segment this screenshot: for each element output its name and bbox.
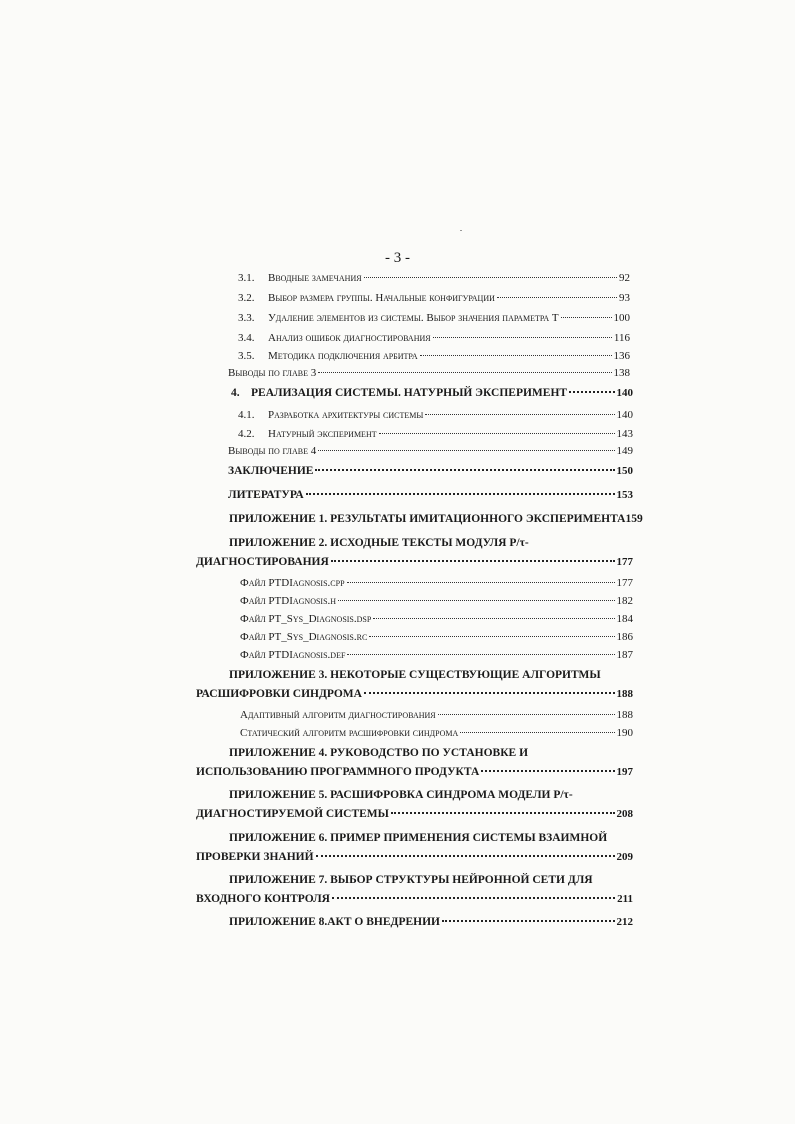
toc-entry-appendix-4-line-1[interactable]: ПРИЛОЖЕНИЕ 4. РУКОВОДСТВО ПО УСТАНОВКЕ И (229, 747, 529, 759)
toc-entry-number: 3.4. (238, 332, 255, 344)
dot-leader (364, 277, 617, 278)
dot-leader (331, 560, 615, 562)
dot-leader (316, 855, 615, 857)
toc-entry-appendix-3-line-1[interactable]: ПРИЛОЖЕНИЕ 3. НЕКОТОРЫЕ СУЩЕСТВУЮЩИЕ АЛГОРИТМЫ (229, 669, 601, 681)
toc-entry-3-3[interactable] (238, 312, 630, 324)
toc-entry-page: 186 (616, 631, 633, 643)
toc-entry-label: Выводы по главе 4 (228, 445, 317, 457)
dot-leader (569, 391, 614, 393)
toc-entry-number: 4.1. (238, 409, 255, 421)
toc-entry-appendix-2[interactable] (196, 556, 633, 568)
toc-entry-3-5[interactable] (238, 350, 630, 362)
toc-entry-conclusions-ch3[interactable] (228, 367, 630, 379)
toc-entry-file-dsp[interactable] (240, 613, 633, 625)
toc-entry-label: ВХОДНОГО КОНТРОЛЯ (196, 893, 330, 905)
toc-entry-label: Файл PT_Sys_Diagnosis.rc (240, 631, 368, 643)
toc-entry-3-1[interactable] (238, 272, 630, 284)
toc-entry-label: ИСПОЛЬЗОВАНИЮ ПРОГРАММНОГО ПРОДУКТА (196, 766, 480, 778)
toc-entry-label: РАСШИФРОВКИ СИНДРОМА (196, 688, 362, 700)
toc-entry-label: Файл PT_Sys_Diagnosis.dsp (240, 613, 372, 625)
toc-entry-label: Методика подключения арбитра (268, 350, 418, 362)
toc-entry-4-1[interactable] (238, 409, 633, 421)
toc-entry-page: 138 (613, 367, 630, 379)
toc-entry-file-h[interactable] (240, 595, 633, 607)
toc-entry-label: Удаление элементов из системы. Выбор значения параметра Т (268, 312, 559, 324)
toc-entry-page: 208 (616, 808, 633, 820)
toc-entry-page: 100 (613, 312, 630, 324)
toc-entry-label: Разработка архитектуры системы (268, 409, 424, 421)
toc-entry-number: 3.2. (238, 292, 255, 304)
toc-entry-number: 4. (231, 387, 240, 399)
toc-entry-appendix-6-line-1[interactable]: ПРИЛОЖЕНИЕ 6. ПРИМЕР ПРИМЕНЕНИЯ СИСТЕМЫ ВЗАИМНОЙ (229, 832, 608, 844)
toc-entry-page: 177 (616, 556, 633, 568)
page-number: - 3 - (385, 250, 410, 266)
toc-entry-label: Файл PTDIagnosis.def (240, 649, 346, 661)
toc-entry-label: Файл PTDIagnosis.cpp (240, 577, 345, 589)
toc-entry-page: 93 (619, 292, 630, 304)
toc-entry-label: Адаптивный алгоритм диагностирования (240, 709, 436, 721)
toc-entry-page: 197 (616, 766, 633, 778)
toc-entry-number: 3.5. (238, 350, 255, 362)
toc-entry-chapter-4[interactable] (231, 387, 633, 399)
toc-entry-page: 212 (616, 916, 633, 928)
toc-entry-3-4[interactable] (238, 332, 630, 344)
dot-leader (425, 414, 614, 415)
toc-entry-page: 143 (616, 428, 633, 440)
toc-entry-label: Натурный эксперимент (268, 428, 377, 440)
dot-leader (347, 654, 614, 655)
toc-entry-label: ЛИТЕРАТУРА (228, 489, 304, 501)
dot-leader (364, 692, 615, 694)
dot-leader (561, 317, 612, 318)
toc-entry-file-cpp[interactable] (240, 577, 633, 589)
toc-entry-appendix-2-line-1[interactable]: ПРИЛОЖЕНИЕ 2. ИСХОДНЫЕ ТЕКСТЫ МОДУЛЯ Р/τ- (229, 537, 529, 549)
toc-entry-page: 188 (616, 709, 633, 721)
dot-leader (332, 897, 615, 899)
toc-entry-page: 177 (616, 577, 633, 589)
toc-entry-4-2[interactable] (238, 428, 633, 440)
toc-entry-file-def[interactable] (240, 649, 633, 661)
toc-entry-label: ЗАКЛЮЧЕНИЕ (228, 465, 314, 477)
dot-leader (369, 636, 614, 637)
dot-leader (318, 450, 614, 451)
toc-entry-appendix-3[interactable] (196, 688, 633, 700)
toc-entry-conclusion[interactable] (228, 465, 633, 477)
dot-leader (373, 618, 614, 619)
toc-entry-label: ДИАГНОСТИРУЕМОЙ СИСТЕМЫ (196, 808, 389, 820)
dot-leader (481, 770, 614, 772)
dot-leader (433, 337, 612, 338)
dot-leader (391, 812, 615, 814)
toc-entry-appendix-6[interactable] (196, 851, 633, 863)
toc-entry-page: 150 (616, 465, 633, 477)
toc-entry-page: 182 (616, 595, 633, 607)
toc-entry-adaptive-algorithm[interactable] (240, 709, 633, 721)
toc-entry-appendix-7[interactable] (196, 893, 633, 905)
toc-entry-label: ПРИЛОЖЕНИЕ 8.АКТ О ВНЕДРЕНИИ (229, 916, 440, 928)
toc-entry-page: 116 (613, 332, 630, 344)
scan-speck (460, 230, 462, 231)
dot-leader (420, 355, 612, 356)
toc-entry-label: Статический алгоритм расшифровки синдрома (240, 727, 459, 739)
toc-entry-page: 211 (617, 893, 633, 905)
toc-entry-page: 140 (616, 409, 633, 421)
dot-leader (315, 469, 614, 471)
toc-entry-number: 3.3. (238, 312, 255, 324)
toc-entry-appendix-5-line-1[interactable]: ПРИЛОЖЕНИЕ 5. РАСШИФРОВКА СИНДРОМА МОДЕЛИ Р/τ- (229, 789, 573, 801)
toc-entry-appendix-7-line-1[interactable]: ПРИЛОЖЕНИЕ 7. ВЫБОР СТРУКТУРЫ НЕЙРОННОЙ СЕТИ ДЛЯ (229, 874, 593, 886)
toc-entry-label: Выводы по главе 3 (228, 367, 317, 379)
toc-entry-appendix-5[interactable] (196, 808, 633, 820)
toc-entry-appendix-1[interactable]: ПРИЛОЖЕНИЕ 1. РЕЗУЛЬТАТЫ ИМИТАЦИОННОГО ЭКСПЕРИМЕНТА159 (229, 513, 643, 525)
toc-entry-page: 153 (616, 489, 633, 501)
dot-leader (460, 732, 614, 733)
toc-entry-page: 184 (616, 613, 633, 625)
toc-entry-page: 209 (616, 851, 633, 863)
toc-entry-page: 188 (616, 688, 633, 700)
toc-entry-static-algorithm[interactable] (240, 727, 633, 739)
toc-entry-label: РЕАЛИЗАЦИЯ СИСТЕМЫ. НАТУРНЫЙ ЭКСПЕРИМЕНТ (251, 387, 568, 399)
dot-leader (438, 714, 615, 715)
toc-entry-label: Вводные замечания (268, 272, 362, 284)
toc-entry-page: 187 (616, 649, 633, 661)
toc-entry-label: ДИАГНОСТИРОВАНИЯ (196, 556, 329, 568)
dot-leader (318, 372, 611, 373)
toc-entry-label: Анализ ошибок диагностирования (268, 332, 431, 344)
dot-leader (442, 920, 615, 922)
toc-entry-number: 4.2. (238, 428, 255, 440)
toc-entry-file-rc[interactable] (240, 631, 633, 643)
toc-entry-page: 149 (616, 445, 633, 457)
dot-leader (306, 493, 615, 495)
dot-leader (497, 297, 617, 298)
toc-entry-appendix-4[interactable] (196, 766, 633, 778)
toc-entry-appendix-8[interactable] (229, 916, 633, 928)
toc-entry-label: Выбор размера группы. Начальные конфигурации (268, 292, 495, 304)
toc-entry-label: ПРОВЕРКИ ЗНАНИЙ (196, 851, 314, 863)
toc-entry-number: 3.1. (238, 272, 255, 284)
dot-leader (338, 600, 614, 601)
toc-entry-references[interactable] (228, 489, 633, 501)
toc-entry-page: 136 (613, 350, 630, 362)
toc-entry-3-2[interactable] (238, 292, 630, 304)
toc-entry-page: 140 (616, 387, 633, 399)
toc-entry-page: 190 (616, 727, 633, 739)
toc-entry-label: Файл PTDIagnosis.h (240, 595, 337, 607)
dot-leader (379, 433, 615, 434)
toc-entry-page: 92 (619, 272, 630, 284)
dot-leader (347, 582, 615, 583)
toc-entry-conclusions-ch4[interactable] (228, 445, 633, 457)
